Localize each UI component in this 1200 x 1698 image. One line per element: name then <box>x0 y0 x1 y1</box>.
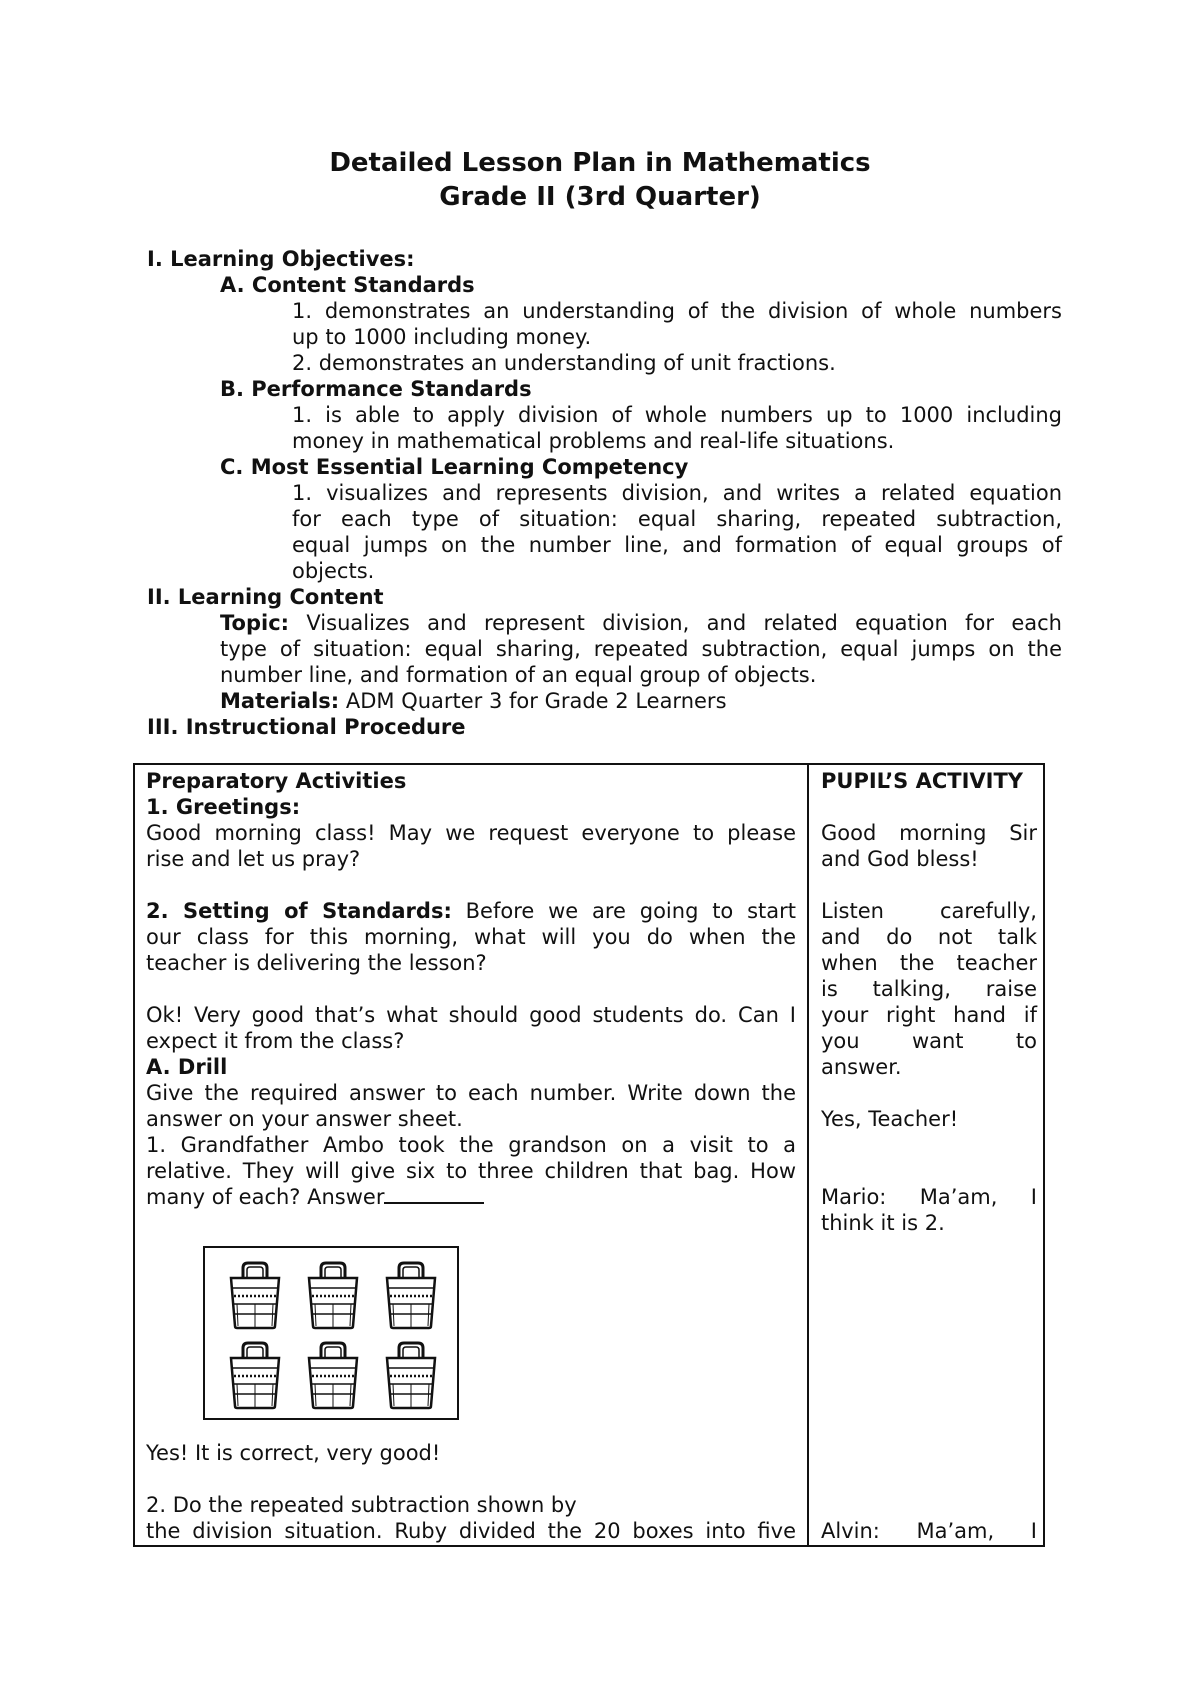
content-standard-1-line2: up to 1000 including money. <box>292 325 592 349</box>
topic-label: Topic: <box>220 611 290 635</box>
document-title: Detailed Lesson Plan in Mathematics <box>329 148 871 178</box>
melc-heading: C. Most Essential Learning Competency <box>220 455 689 479</box>
bag-icon <box>303 1340 363 1410</box>
melc-1-line1: 1. visualizes and represents division, and writes a related equation <box>292 481 1062 505</box>
materials-label: Materials: <box>220 689 340 713</box>
bag-icon <box>303 1260 363 1330</box>
question2-line1: 2. Do the repeated subtraction shown by <box>146 1493 577 1517</box>
bag-icon <box>225 1340 285 1410</box>
pupil-response-2-line4: is talking, raise <box>821 977 1037 1001</box>
pupil-response-4-line2: think it is 2. <box>821 1211 945 1235</box>
greetings-heading: 1. Greetings: <box>146 795 301 819</box>
drill-line2: answer on your answer sheet. <box>146 1107 463 1131</box>
bag-icon <box>381 1340 441 1410</box>
pupil-response-4-line1: Mario: Ma’am, I <box>821 1185 1037 1209</box>
learning-content-heading: II. Learning Content <box>147 585 384 609</box>
learning-objectives-heading: I. Learning Objectives: <box>147 247 415 271</box>
instructional-procedure-heading: III. Instructional Procedure <box>147 715 466 739</box>
pupil-response-2-line5: your right hand if <box>821 1003 1037 1027</box>
pupil-response-1-line1: Good morning Sir <box>821 821 1037 845</box>
content-standards-heading: A. Content Standards <box>220 273 475 297</box>
pupil-response-2-line3: when the teacher <box>821 951 1037 975</box>
topic-line1 <box>220 610 1062 636</box>
topic-text-line1: Visualizes and represent division, and related equation for each <box>306 611 1062 635</box>
correct-feedback: Yes! It is correct, very good! <box>146 1441 441 1465</box>
performance-standard-1-line2: money in mathematical problems and real-life situations. <box>292 429 895 453</box>
greetings-line2: rise and let us pray? <box>146 847 361 871</box>
preparatory-activities-header: Preparatory Activities <box>146 769 407 793</box>
document-subtitle: Grade II (3rd Quarter) <box>439 182 761 212</box>
answer-blank <box>384 1184 484 1204</box>
ok-line2: expect it from the class? <box>146 1029 405 1053</box>
bag-icon <box>381 1260 441 1330</box>
drill-line1: Give the required answer to each number. Write down the <box>146 1081 796 1105</box>
melc-1-line2: for each type of situation: equal sharing, repeated subtraction, <box>292 507 1062 531</box>
bags-illustration <box>203 1246 459 1420</box>
pupil-response-2-line6: you want to <box>821 1029 1037 1053</box>
content-standard-2: 2. demonstrates an understanding of unit fractions. <box>292 351 836 375</box>
question2-line2: the division situation. Ruby divided the 20 boxes into five <box>146 1519 796 1543</box>
standards-line2: our class for this morning, what will you do when the <box>146 925 796 949</box>
greetings-line1: Good morning class! May we request everyone to please <box>146 821 796 845</box>
question1-line3 <box>146 1184 484 1210</box>
melc-1-line4: objects. <box>292 559 375 583</box>
standards-line1 <box>146 898 796 924</box>
melc-1-line3: equal jumps on the number line, and formation of equal groups of <box>292 533 1062 557</box>
pupil-response-3: Yes, Teacher! <box>821 1107 959 1131</box>
materials-text: ADM Quarter 3 for Grade 2 Learners <box>345 689 727 713</box>
question1-line1: 1. Grandfather Ambo took the grandson on a visit to a <box>146 1133 796 1157</box>
content-standard-1-line1: 1. demonstrates an understanding of the division of whole numbers <box>292 299 1062 323</box>
procedure-table <box>133 763 1045 1547</box>
column-divider <box>807 765 809 1547</box>
drill-heading: A. Drill <box>146 1055 228 1079</box>
standards-text1: Before we are going to start <box>465 899 796 923</box>
standards-label: 2. Setting of Standards: <box>146 899 452 923</box>
question1-line2: relative. They will give six to three children that bag. How <box>146 1159 796 1183</box>
pupil-response-2-line1: Listen carefully, <box>821 899 1037 923</box>
pupil-response-2-line2: and do not talk <box>821 925 1037 949</box>
materials-line <box>220 688 727 714</box>
topic-line2: type of situation: equal sharing, repeated subtraction, equal jumps on the <box>220 637 1062 661</box>
performance-standard-1-line1: 1. is able to apply division of whole numbers up to 1000 including <box>292 403 1062 427</box>
question1-text3: many of each? Answer <box>146 1185 385 1209</box>
standards-line3: teacher is delivering the lesson? <box>146 951 487 975</box>
ok-line1: Ok! Very good that’s what should good students do. Can I <box>146 1003 796 1027</box>
topic-line3: number line, and formation of an equal group of objects. <box>220 663 817 687</box>
pupils-activity-header: PUPIL’S ACTIVITY <box>821 769 1024 793</box>
pupil-response-1-line2: and God bless! <box>821 847 979 871</box>
bag-icon <box>225 1260 285 1330</box>
pupil-response-5: Alvin: Ma’am, I <box>821 1519 1037 1543</box>
pupil-response-2-line7: answer. <box>821 1055 902 1079</box>
performance-standards-heading: B. Performance Standards <box>220 377 532 401</box>
